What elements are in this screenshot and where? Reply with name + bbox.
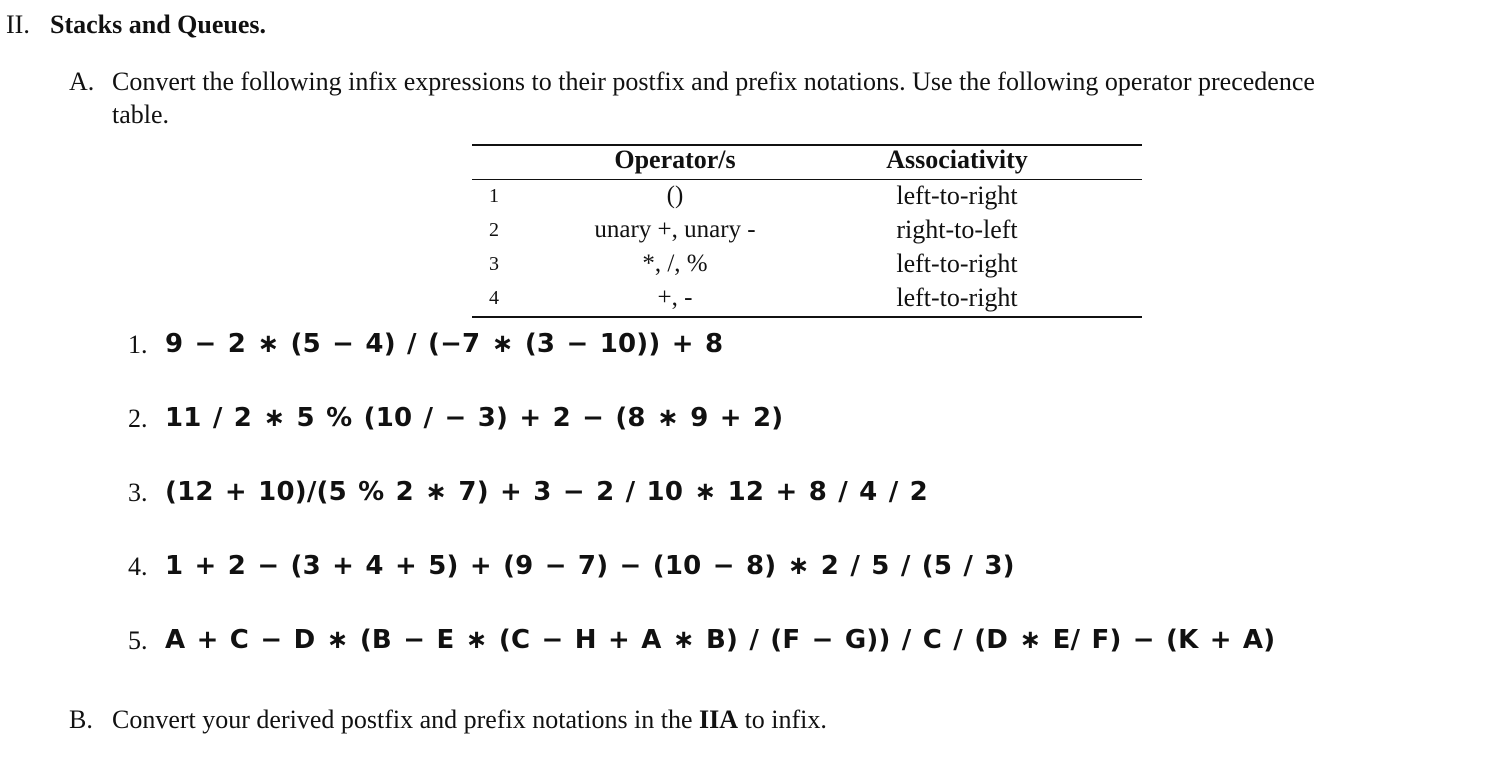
table-header-associativity: Associativity: [886, 145, 1028, 174]
part-b-label: B.: [69, 705, 93, 734]
table-cell-operators: *, /, %: [642, 250, 708, 277]
part-b-text-after: to infix.: [738, 705, 827, 734]
table-cell-operators: (): [666, 182, 684, 209]
part-a-label: A.: [69, 67, 95, 96]
part-a-instruction-line1: Convert the following infix expressions to their postfix and prefix notations. Use the following operator precedence: [112, 67, 1315, 96]
table-cell-associativity: left-to-right: [896, 283, 1018, 312]
part-b-instruction: [112, 705, 827, 735]
expression-number: 2.: [128, 404, 148, 433]
table-cell-operators: +, -: [657, 284, 693, 311]
table-row: [472, 213, 1142, 247]
expression-text: (12 + 10)/(5 % 2 ∗ 7) + 3 − 2 / 10 ∗ 12 + 8 / 4 / 2: [165, 477, 928, 507]
table-cell-rank: 4: [489, 287, 499, 309]
section-title: Stacks and Queues.: [50, 10, 266, 39]
table-cell-rank: 1: [489, 185, 499, 207]
section-number: II.: [6, 10, 30, 39]
table-row: [472, 281, 1142, 315]
table-cell-associativity: left-to-right: [896, 249, 1018, 278]
expression-number: 5.: [128, 626, 148, 655]
expression-text: 9 − 2 ∗ (5 − 4) / (−7 ∗ (3 − 10)) + 8: [165, 329, 724, 359]
table-header-operator: Operator/s: [614, 145, 736, 174]
table-cell-rank: 2: [489, 219, 499, 241]
part-a-instruction-line2: table.: [112, 100, 170, 129]
expression-text: A + C − D ∗ (B − E ∗ (C − H + A ∗ B) / (F − G)) / C / (D ∗ E/ F) − (K + A): [165, 625, 1276, 655]
part-b-text-before: Convert your derived postfix and prefix notations in the: [112, 705, 700, 734]
part-b-text-bold: IIA: [699, 705, 739, 734]
table-cell-associativity: left-to-right: [896, 181, 1018, 210]
table-cell-associativity: right-to-left: [896, 215, 1018, 244]
table-cell-operators: unary +, unary -: [594, 216, 756, 243]
expression-number: 1.: [128, 330, 148, 359]
expression-text: 1 + 2 − (3 + 4 + 5) + (9 − 7) − (10 − 8) ∗ 2 / 5 / (5 / 3): [165, 551, 1015, 581]
table-cell-rank: 3: [489, 253, 499, 275]
expression-number: 3.: [128, 478, 148, 507]
expression-text: 11 / 2 ∗ 5 % (10 / − 3) + 2 − (8 ∗ 9 + 2): [165, 403, 784, 433]
table-row: [472, 247, 1142, 281]
table-bottom-rule: [472, 316, 1142, 318]
table-row: [472, 179, 1142, 213]
expression-number: 4.: [128, 552, 148, 581]
